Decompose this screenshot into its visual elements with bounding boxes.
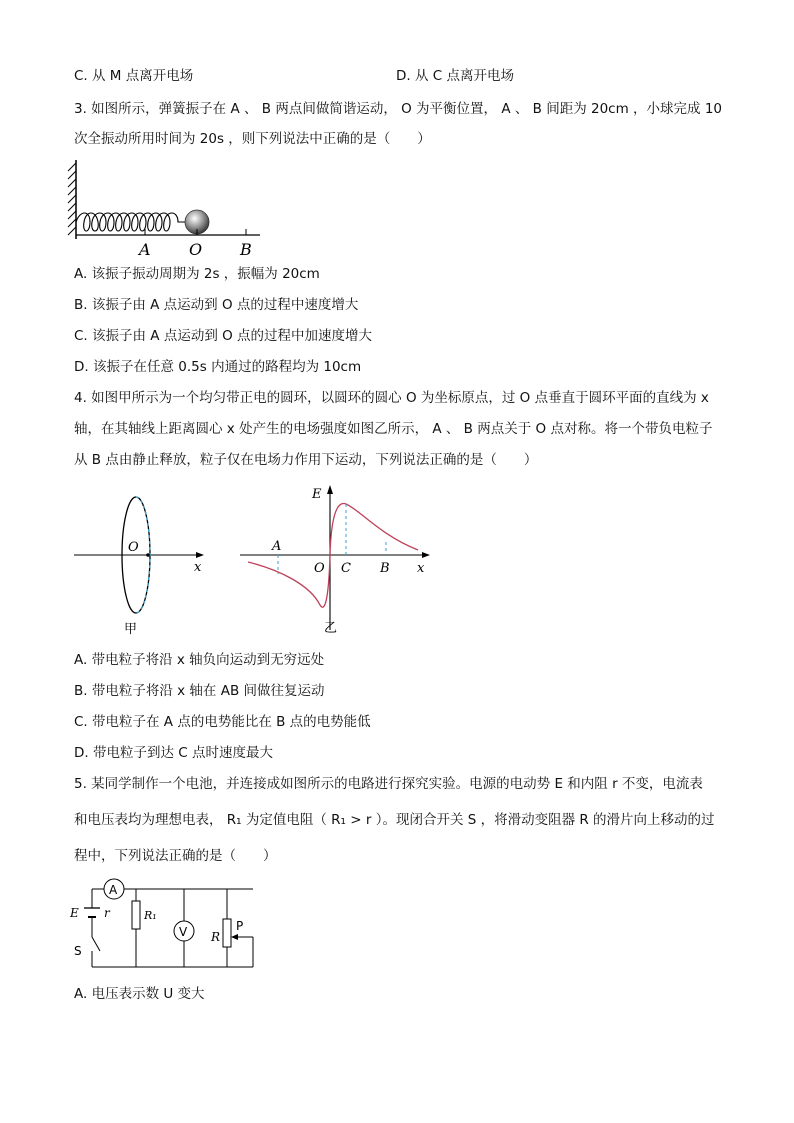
slider-label: P [236,919,244,933]
q4-ring-figure [60,495,220,645]
q3-stem-line2: 次全振动所用时间为 20s ，则下列说法中正确的是（ ） [74,131,431,147]
q3-option-c: C. 该振子由 A 点运动到 O 点的过程中加速度增大 [74,328,373,344]
q5-option-a: A. 电压表示数 U 变大 [74,986,205,1002]
graph-caption: 乙 [324,621,338,636]
ring-caption: 甲 [124,622,138,637]
internal-r-label: r [104,906,110,920]
ammeter-label: A [109,883,118,897]
q5-stem-line3: 程中，下列说法正确的是（ ） [74,848,277,864]
q4-option-d: D. 带电粒子到达 C 点时速度最大 [74,745,273,761]
ring-label-x: x [194,560,202,575]
spring [76,213,185,231]
q4-field-graph [240,480,440,635]
graph-label-e: E [312,487,322,502]
q3-option-a: A. 该振子振动周期为 2s ，振幅为 20cm [74,266,320,282]
label-o: O [189,240,203,259]
q4-stem-line2: 轴，在其轴线上距离圆心 x 处产生的电场强度如图乙所示， A 、 B 两点关于 O 点对称。将一个带负电粒子 [74,421,713,437]
rheostat-label: R [211,930,221,944]
q3-stem-line1: 3. 如图所示，弹簧振子在 A 、 B 两点间做简谐运动， O 为平衡位置， A 、 B 间距为 20cm ，小球完成 10 [74,101,723,117]
voltmeter-label: V [179,925,188,939]
graph-label-c: C [341,561,351,576]
graph-label-b: B [380,561,390,576]
q5-stem-line2: 和电压表均为理想电表， R₁ 为定值电阻（ R₁ > r ）。现闭合开关 S ，将滑动变阻器 R 的滑片向上移动的过 [74,812,715,828]
emf-label: E [70,906,79,920]
resistor-r1 [132,901,140,929]
q4-stem-line3: 从 B 点由静止释放，粒子仅在电场力作用下运动，下列说法正确的是（ ） [74,452,538,468]
label-a: A [139,240,151,259]
graph-label-a: A [272,539,282,554]
option-c-prev: C. 从 M 点离开电场 [74,68,194,84]
r1-label: R₁ [144,909,157,922]
option-d-prev: D. 从 C 点离开电场 [396,68,514,84]
label-b: B [240,240,252,259]
q4-stem-line1: 4. 如图甲所示为一个均匀带正电的圆环，以圆环的圆心 O 为坐标原点，过 O 点垂直于圆环平面的直线为 x [74,390,709,406]
q3-option-b: B. 该振子由 A 点运动到 O 点的过程中速度增大 [74,297,359,313]
q4-option-a: A. 带电粒子将沿 x 轴负向运动到无穷远处 [74,652,325,668]
graph-label-x: x [417,561,425,576]
switch-label: S [74,944,82,958]
rheostat-r [223,919,231,947]
q4-option-c: C. 带电粒子在 A 点的电势能比在 B 点的电势能低 [74,714,371,730]
q4-option-b: B. 带电粒子将沿 x 轴在 AB 间做往复运动 [74,683,325,699]
graph-label-o: O [314,561,325,576]
q5-circuit-figure [60,875,270,975]
ring-label-o: O [128,540,139,555]
q5-stem-line1: 5. 某同学制作一个电池，并连接成如图所示的电路进行探究实验。电源的电动势 E 和内阻 r 不变，电流表 [74,776,703,792]
q3-option-d: D. 该振子在任意 0.5s 内通过的路程均为 10cm [74,359,362,375]
q3-spring-oscillator-figure [60,155,280,265]
